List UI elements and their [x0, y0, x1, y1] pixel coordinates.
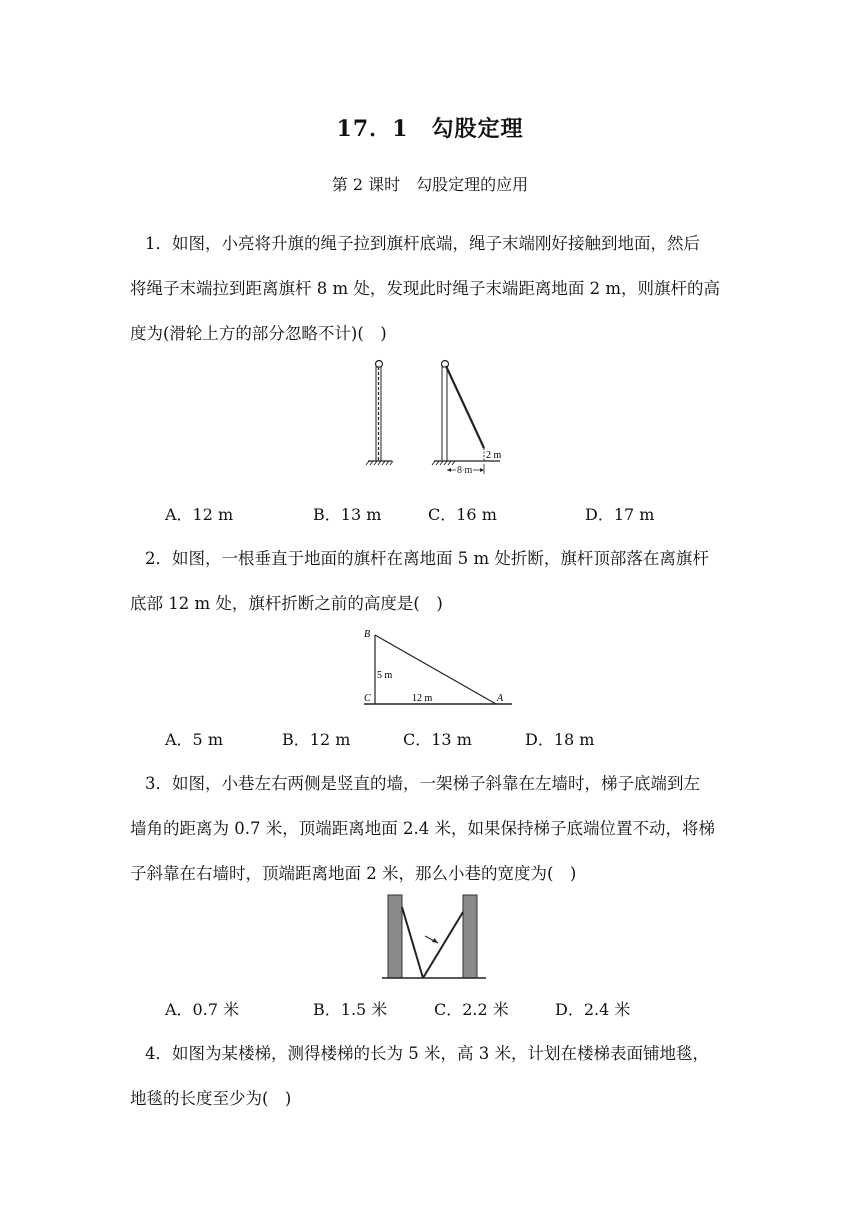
page-subtitle: 第 2 课时 勾股定理的应用 [331, 175, 529, 194]
q3-option-c[interactable]: C．2.2 米 [434, 1000, 509, 1019]
q1-option-a[interactable]: A．12 m [165, 505, 234, 524]
q2-label-c: C [364, 693, 371, 704]
q2-label-b: B [364, 629, 371, 640]
q2-option-a[interactable]: A．5 m [165, 730, 223, 749]
flagpole-left [366, 361, 393, 466]
q3-option-a[interactable]: A．0.7 米 [165, 1000, 240, 1019]
q1-flagpole-figure [360, 352, 520, 484]
q1-label-2m: 2 m [486, 450, 502, 461]
q1-text-line-3: 度为(滑轮上方的部分忽略不计)( ) [130, 324, 387, 343]
q2-label-a: A [497, 693, 504, 704]
q1-option-c[interactable]: C．16 m [428, 505, 497, 524]
q3-text-line-3: 子斜靠在右墙时，顶端距离地面 2 米，那么小巷的宽度为( ) [130, 864, 577, 883]
q3-alley-ladder-figure [378, 892, 490, 984]
q2-label-5m: 5 m [377, 670, 393, 681]
q2-triangle-figure [360, 625, 516, 709]
q3-text-line-1: 3．如图，小巷左右两侧是竖直的墙，一架梯子斜靠在左墙时，梯子底端到左 [145, 774, 700, 793]
q2-option-d[interactable]: D．18 m [525, 730, 595, 749]
q2-label-12m: 12 m [412, 693, 433, 704]
q3-option-b[interactable]: B．1.5 米 [313, 1000, 388, 1019]
q3-option-d[interactable]: D．2.4 米 [555, 1000, 631, 1019]
ladder-left [402, 907, 423, 978]
q2-option-b[interactable]: B．12 m [282, 730, 351, 749]
q4-text-line-2: 地毯的长度至少为( ) [130, 1089, 292, 1108]
q3-text-line-2: 墙角的距离为 0.7 米，顶端距离地面 2.4 米，如果保持梯子底端位置不动，将梯 [130, 819, 715, 838]
q1-text-line-2: 将绳子末端拉到距离旗杆 8 m 处，发现此时绳子末端距离地面 2 m，则旗杆的高 [130, 279, 721, 298]
page-title: 17．1 勾股定理 [336, 116, 524, 142]
q1-option-d[interactable]: D．17 m [585, 505, 655, 524]
q2-text-line-1: 2．如图，一根垂直于地面的旗杆在离地面 5 m 处折断，旗杆顶部落在离旗杆 [145, 549, 709, 568]
q2-text-line-2: 底部 12 m 处，旗杆折断之前的高度是( ) [130, 594, 443, 613]
q1-option-b[interactable]: B．13 m [313, 505, 382, 524]
q4-text-line-1: 4．如图为某楼梯，测得楼梯的长为 5 米，高 3 米，计划在楼梯表面铺地毯， [145, 1044, 709, 1063]
q1-label-8m: 8 m [457, 465, 473, 476]
left-wall [388, 895, 402, 978]
q1-text-line-1: 1．如图，小亮将升旗的绳子拉到旗杆底端，绳子末端刚好接触到地面，然后 [145, 234, 700, 253]
q2-option-c[interactable]: C．13 m [403, 730, 472, 749]
right-wall [463, 895, 477, 978]
ladder-right [423, 912, 463, 978]
